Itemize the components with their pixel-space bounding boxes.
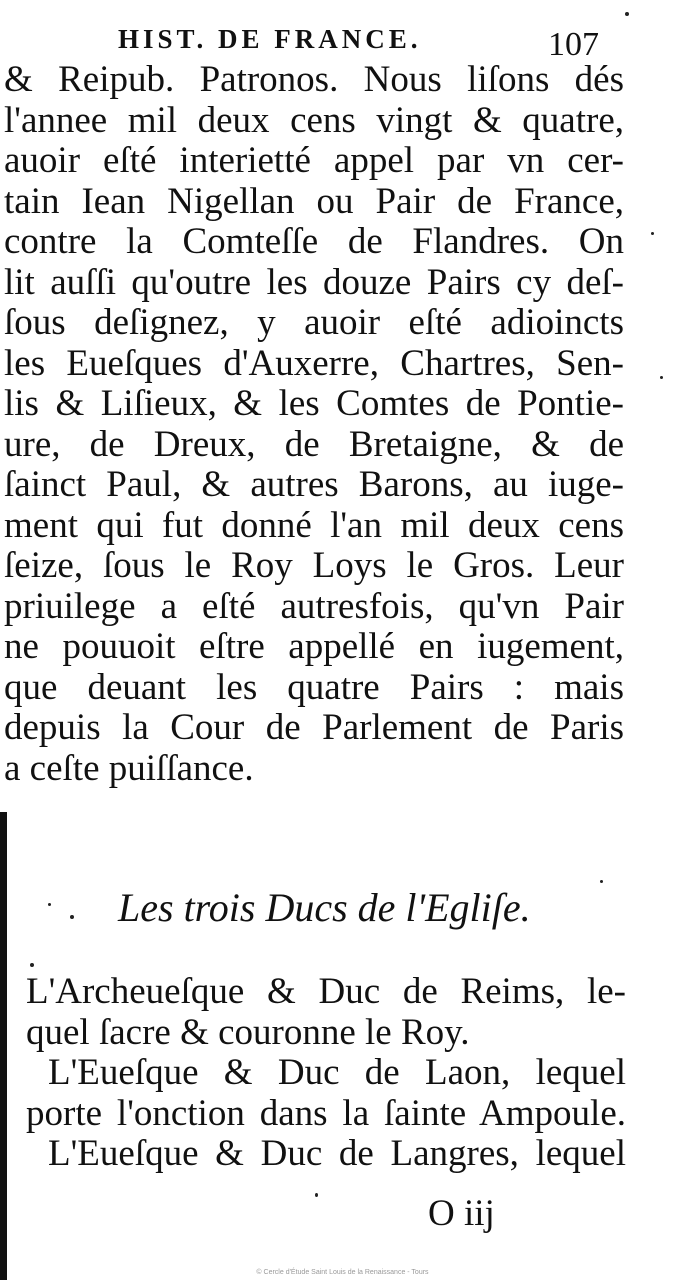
section-heading: Les trois Ducs de l'Egliſe. (118, 885, 531, 930)
ink-speck (48, 903, 51, 906)
ink-speck (600, 880, 603, 883)
body-line: ne pouuoit eſtre appellé en iugement, (4, 626, 624, 667)
ink-speck (660, 376, 663, 379)
body-line: les Eueſques d'Auxerre, Chartres, Sen- (4, 342, 624, 384)
body-paragraph (4, 60, 624, 789)
body-line: & Reipub. Patronos. Nous liſons dés (4, 59, 624, 100)
body-line: lit auſſi qu'outre les douze Pairs cy deſ- (4, 261, 624, 303)
body-line: a ceſte puiſſance. (4, 747, 254, 789)
page-number: 107 (548, 26, 599, 63)
body-line: lis & Liſieux, & les Comtes de Pontie- (4, 383, 624, 424)
body-line: ſainct Paul, & autres Barons, au iuge- (4, 464, 624, 505)
body-line: depuis la Cour de Parlement de Paris (4, 707, 624, 748)
entry-line: porte l'onction dans la ſainte Ampoule. (26, 1092, 626, 1134)
running-title: HIST. DE FRANCE. (118, 24, 422, 54)
entry-line: quel ſacre & couronne le Roy. (26, 1011, 470, 1053)
body-line: que deuant les quatre Pairs : mais (4, 666, 624, 708)
entry-line: L'Archeueſque & Duc de Reims, le- (26, 971, 626, 1012)
body-line: contre la Comteſſe de Flandres. On (4, 221, 624, 262)
body-line: ment qui fut donné l'an mil deux cens (4, 504, 624, 546)
body-line: priuilege a eſté autresfois, qu'vn Pair (4, 585, 624, 627)
body-line: auoir eſté interietté appel par vn cer- (4, 140, 624, 181)
body-line: ſeize, ſous le Roy Loys le Gros. Leur (4, 545, 624, 586)
footer-credit: © Cercle d'Étude Saint Louis de la Renaissance - Tours (256, 1269, 429, 1276)
dukes-list (26, 972, 626, 1175)
ink-speck (315, 1193, 318, 1197)
signature-mark: O iij (428, 1193, 495, 1234)
ink-speck (70, 915, 74, 919)
body-line: tain Iean Nigellan ou Pair de France, (4, 180, 624, 222)
ink-speck (651, 232, 654, 235)
body-line: ſous deſignez, y auoir eſté adioincts (4, 302, 624, 343)
body-line: ure, de Dreux, de Bretaigne, & de (4, 423, 624, 465)
ink-speck (625, 12, 629, 16)
ink-speck (30, 963, 34, 967)
binding-edge (0, 812, 7, 1280)
entry-line: L'Eueſque & Duc de Laon, lequel (48, 1052, 626, 1093)
entry-line: L'Eueſque & Duc de Langres, lequel (48, 1133, 626, 1174)
body-line: l'annee mil deux cens vingt & quatre, (4, 99, 624, 141)
